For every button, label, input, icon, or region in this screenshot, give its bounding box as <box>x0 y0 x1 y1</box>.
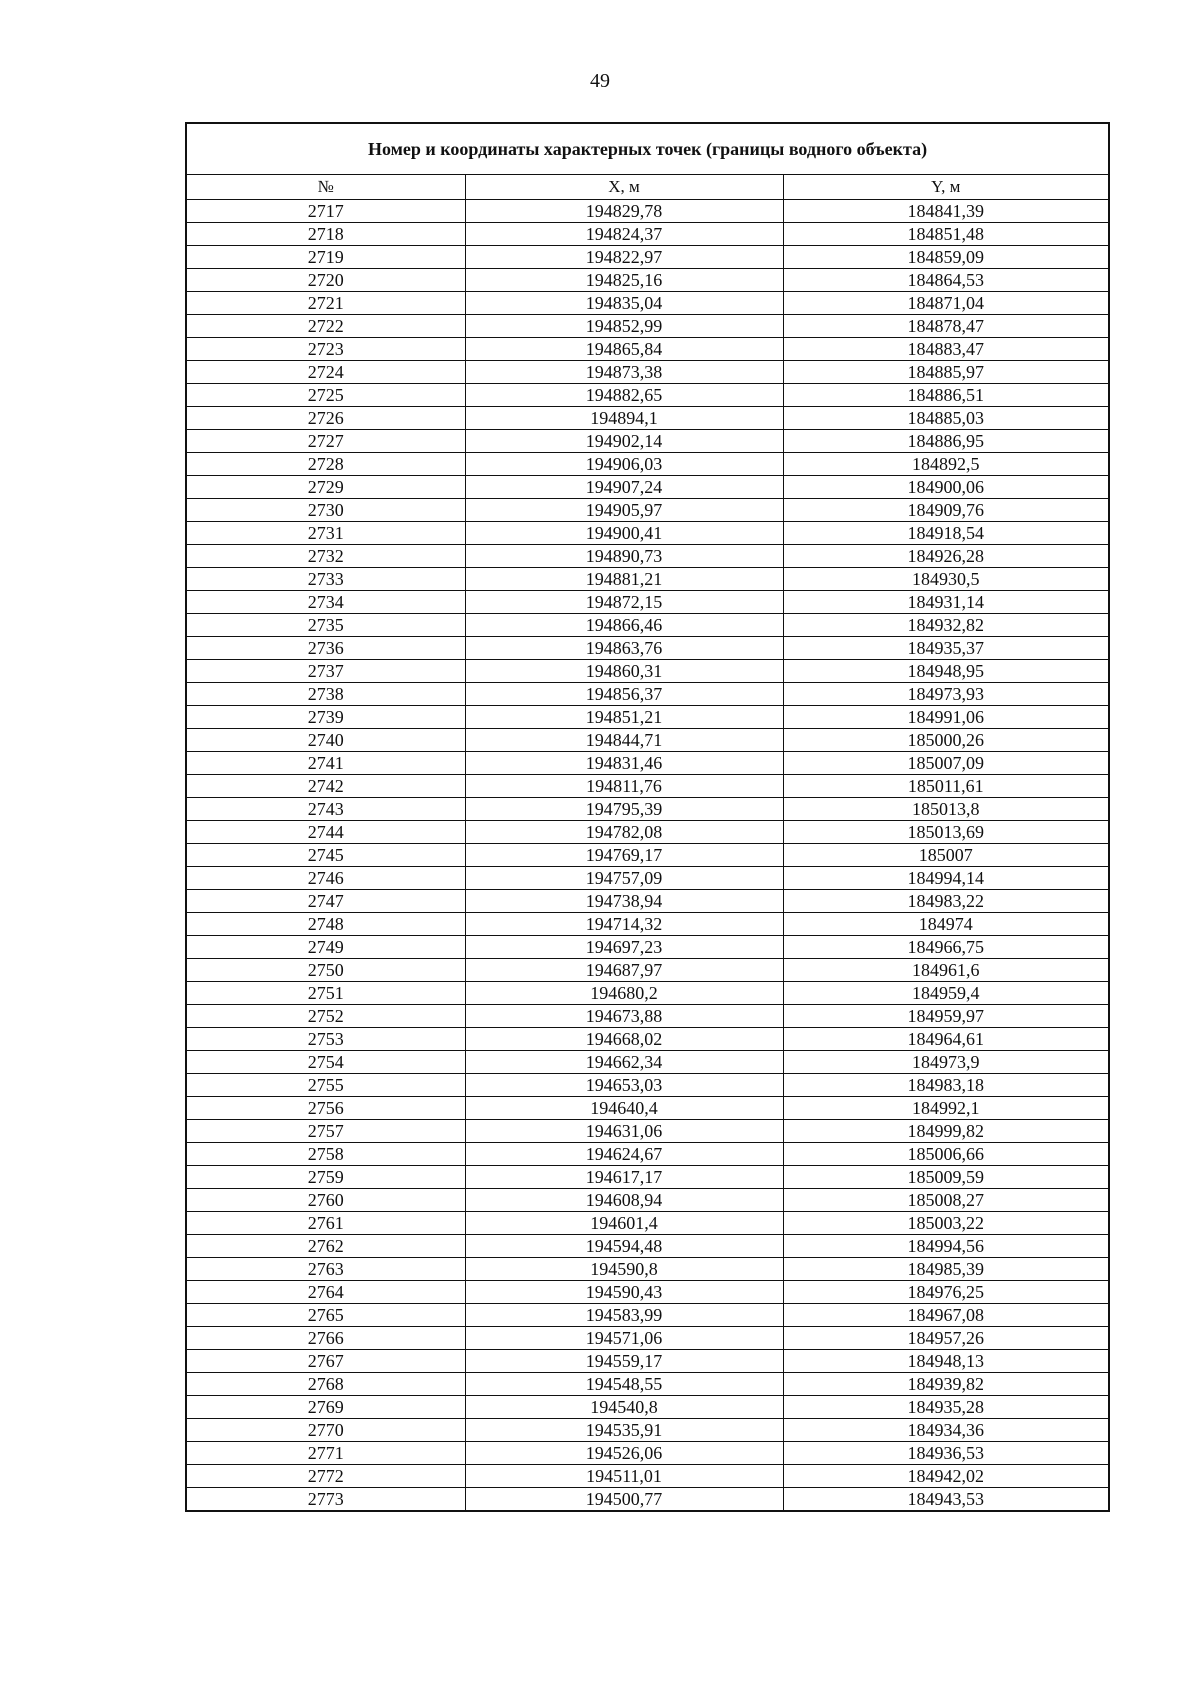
table-row <box>186 1097 1109 1120</box>
x-coordinate-cell: 194872,15 <box>465 591 783 614</box>
page-number: 49 <box>590 70 610 92</box>
x-coordinate-cell: 194907,24 <box>465 476 783 499</box>
table-title-row <box>186 123 1109 175</box>
table-row <box>186 637 1109 660</box>
table-row <box>186 499 1109 522</box>
x-coordinate-cell: 194856,37 <box>465 683 783 706</box>
table-row <box>186 223 1109 246</box>
point-number-cell: 2767 <box>186 1350 465 1373</box>
table-row <box>186 338 1109 361</box>
point-number-cell: 2738 <box>186 683 465 706</box>
point-number-cell: 2755 <box>186 1074 465 1097</box>
point-number-cell: 2757 <box>186 1120 465 1143</box>
point-number-cell: 2761 <box>186 1212 465 1235</box>
point-number-cell: 2770 <box>186 1419 465 1442</box>
y-coordinate-cell: 184948,95 <box>783 660 1109 683</box>
point-number-cell: 2723 <box>186 338 465 361</box>
x-coordinate-cell: 194548,55 <box>465 1373 783 1396</box>
point-number-cell: 2724 <box>186 361 465 384</box>
y-coordinate-cell: 185006,66 <box>783 1143 1109 1166</box>
table-row <box>186 1419 1109 1442</box>
point-number-cell: 2722 <box>186 315 465 338</box>
point-number-cell: 2765 <box>186 1304 465 1327</box>
x-coordinate-cell: 194526,06 <box>465 1442 783 1465</box>
table-row <box>186 407 1109 430</box>
table-row <box>186 1373 1109 1396</box>
header-y: Y, м <box>783 175 1109 200</box>
table-row <box>186 292 1109 315</box>
x-coordinate-cell: 194882,65 <box>465 384 783 407</box>
point-number-cell: 2743 <box>186 798 465 821</box>
point-number-cell: 2742 <box>186 775 465 798</box>
table-row <box>186 959 1109 982</box>
y-coordinate-cell: 185009,59 <box>783 1166 1109 1189</box>
point-number-cell: 2735 <box>186 614 465 637</box>
table-row <box>186 453 1109 476</box>
x-coordinate-cell: 194906,03 <box>465 453 783 476</box>
y-coordinate-cell: 184935,37 <box>783 637 1109 660</box>
y-coordinate-cell: 184886,51 <box>783 384 1109 407</box>
y-coordinate-cell: 184841,39 <box>783 200 1109 223</box>
x-coordinate-cell: 194844,71 <box>465 729 783 752</box>
point-number-cell: 2750 <box>186 959 465 982</box>
table-row <box>186 430 1109 453</box>
table-row <box>186 982 1109 1005</box>
table-title: Номер и координаты характерных точек (границы водного объекта) <box>186 123 1109 175</box>
point-number-cell: 2736 <box>186 637 465 660</box>
y-coordinate-cell: 184959,97 <box>783 1005 1109 1028</box>
x-coordinate-cell: 194631,06 <box>465 1120 783 1143</box>
point-number-cell: 2729 <box>186 476 465 499</box>
table-row <box>186 1143 1109 1166</box>
table-row <box>186 913 1109 936</box>
y-coordinate-cell: 184859,09 <box>783 246 1109 269</box>
y-coordinate-cell: 184957,26 <box>783 1327 1109 1350</box>
header-number: № <box>186 175 465 200</box>
y-coordinate-cell: 184926,28 <box>783 545 1109 568</box>
x-coordinate-cell: 194583,99 <box>465 1304 783 1327</box>
y-coordinate-cell: 185007,09 <box>783 752 1109 775</box>
x-coordinate-cell: 194829,78 <box>465 200 783 223</box>
y-coordinate-cell: 184943,53 <box>783 1488 1109 1512</box>
table-row <box>186 844 1109 867</box>
y-coordinate-cell: 184918,54 <box>783 522 1109 545</box>
y-coordinate-cell: 185003,22 <box>783 1212 1109 1235</box>
point-number-cell: 2737 <box>186 660 465 683</box>
y-coordinate-cell: 185000,26 <box>783 729 1109 752</box>
table-row <box>186 1166 1109 1189</box>
point-number-cell: 2764 <box>186 1281 465 1304</box>
table-row <box>186 591 1109 614</box>
point-number-cell: 2763 <box>186 1258 465 1281</box>
point-number-cell: 2720 <box>186 269 465 292</box>
table-row <box>186 246 1109 269</box>
y-coordinate-cell: 184964,61 <box>783 1028 1109 1051</box>
table-row <box>186 545 1109 568</box>
table-row <box>186 867 1109 890</box>
y-coordinate-cell: 184883,47 <box>783 338 1109 361</box>
x-coordinate-cell: 194535,91 <box>465 1419 783 1442</box>
x-coordinate-cell: 194640,4 <box>465 1097 783 1120</box>
y-coordinate-cell: 184994,14 <box>783 867 1109 890</box>
table-row <box>186 568 1109 591</box>
x-coordinate-cell: 194851,21 <box>465 706 783 729</box>
x-coordinate-cell: 194866,46 <box>465 614 783 637</box>
point-number-cell: 2730 <box>186 499 465 522</box>
y-coordinate-cell: 184973,9 <box>783 1051 1109 1074</box>
coordinates-table <box>185 122 1110 1512</box>
table-row <box>186 798 1109 821</box>
x-coordinate-cell: 194608,94 <box>465 1189 783 1212</box>
x-coordinate-cell: 194571,06 <box>465 1327 783 1350</box>
point-number-cell: 2753 <box>186 1028 465 1051</box>
point-number-cell: 2741 <box>186 752 465 775</box>
point-number-cell: 2733 <box>186 568 465 591</box>
point-number-cell: 2771 <box>186 1442 465 1465</box>
table-row <box>186 1304 1109 1327</box>
table-row <box>186 1028 1109 1051</box>
point-number-cell: 2768 <box>186 1373 465 1396</box>
point-number-cell: 2725 <box>186 384 465 407</box>
table-row <box>186 1396 1109 1419</box>
y-coordinate-cell: 184939,82 <box>783 1373 1109 1396</box>
x-coordinate-cell: 194697,23 <box>465 936 783 959</box>
y-coordinate-cell: 184948,13 <box>783 1350 1109 1373</box>
table-row <box>186 384 1109 407</box>
y-coordinate-cell: 184959,4 <box>783 982 1109 1005</box>
x-coordinate-cell: 194881,21 <box>465 568 783 591</box>
point-number-cell: 2740 <box>186 729 465 752</box>
point-number-cell: 2748 <box>186 913 465 936</box>
y-coordinate-cell: 184932,82 <box>783 614 1109 637</box>
x-coordinate-cell: 194902,14 <box>465 430 783 453</box>
y-coordinate-cell: 185008,27 <box>783 1189 1109 1212</box>
x-coordinate-cell: 194835,04 <box>465 292 783 315</box>
point-number-cell: 2731 <box>186 522 465 545</box>
table-row <box>186 821 1109 844</box>
x-coordinate-cell: 194601,4 <box>465 1212 783 1235</box>
table-row <box>186 1235 1109 1258</box>
point-number-cell: 2745 <box>186 844 465 867</box>
table-row <box>186 775 1109 798</box>
point-number-cell: 2772 <box>186 1465 465 1488</box>
y-coordinate-cell: 184871,04 <box>783 292 1109 315</box>
table-row <box>186 476 1109 499</box>
table-row <box>186 315 1109 338</box>
y-coordinate-cell: 184851,48 <box>783 223 1109 246</box>
point-number-cell: 2759 <box>186 1166 465 1189</box>
x-coordinate-cell: 194757,09 <box>465 867 783 890</box>
y-coordinate-cell: 184973,93 <box>783 683 1109 706</box>
point-number-cell: 2718 <box>186 223 465 246</box>
table-row <box>186 1074 1109 1097</box>
x-coordinate-cell: 194795,39 <box>465 798 783 821</box>
point-number-cell: 2734 <box>186 591 465 614</box>
x-coordinate-cell: 194653,03 <box>465 1074 783 1097</box>
table-row <box>186 1327 1109 1350</box>
x-coordinate-cell: 194624,67 <box>465 1143 783 1166</box>
point-number-cell: 2766 <box>186 1327 465 1350</box>
x-coordinate-cell: 194782,08 <box>465 821 783 844</box>
y-coordinate-cell: 184974 <box>783 913 1109 936</box>
table-row <box>186 1120 1109 1143</box>
x-coordinate-cell: 194511,01 <box>465 1465 783 1488</box>
x-coordinate-cell: 194865,84 <box>465 338 783 361</box>
x-coordinate-cell: 194863,76 <box>465 637 783 660</box>
y-coordinate-cell: 184976,25 <box>783 1281 1109 1304</box>
x-coordinate-cell: 194714,32 <box>465 913 783 936</box>
table-row <box>186 706 1109 729</box>
point-number-cell: 2751 <box>186 982 465 1005</box>
x-coordinate-cell: 194822,97 <box>465 246 783 269</box>
x-coordinate-cell: 194540,8 <box>465 1396 783 1419</box>
point-number-cell: 2728 <box>186 453 465 476</box>
point-number-cell: 2756 <box>186 1097 465 1120</box>
table-row <box>186 1442 1109 1465</box>
point-number-cell: 2762 <box>186 1235 465 1258</box>
x-coordinate-cell: 194852,99 <box>465 315 783 338</box>
table-row <box>186 1189 1109 1212</box>
table-row <box>186 1488 1109 1512</box>
table-row <box>186 936 1109 959</box>
point-number-cell: 2726 <box>186 407 465 430</box>
y-coordinate-cell: 184934,36 <box>783 1419 1109 1442</box>
y-coordinate-cell: 184900,06 <box>783 476 1109 499</box>
header-x: X, м <box>465 175 783 200</box>
table-row <box>186 1212 1109 1235</box>
y-coordinate-cell: 184935,28 <box>783 1396 1109 1419</box>
table-row <box>186 660 1109 683</box>
x-coordinate-cell: 194668,02 <box>465 1028 783 1051</box>
x-coordinate-cell: 194559,17 <box>465 1350 783 1373</box>
x-coordinate-cell: 194824,37 <box>465 223 783 246</box>
y-coordinate-cell: 185013,69 <box>783 821 1109 844</box>
x-coordinate-cell: 194890,73 <box>465 545 783 568</box>
y-coordinate-cell: 184886,95 <box>783 430 1109 453</box>
y-coordinate-cell: 184930,5 <box>783 568 1109 591</box>
point-number-cell: 2760 <box>186 1189 465 1212</box>
point-number-cell: 2732 <box>186 545 465 568</box>
table-body <box>186 200 1109 1512</box>
point-number-cell: 2773 <box>186 1488 465 1512</box>
table-row <box>186 522 1109 545</box>
table-row <box>186 1281 1109 1304</box>
x-coordinate-cell: 194900,41 <box>465 522 783 545</box>
x-coordinate-cell: 194894,1 <box>465 407 783 430</box>
table-row <box>186 361 1109 384</box>
x-coordinate-cell: 194825,16 <box>465 269 783 292</box>
x-coordinate-cell: 194590,8 <box>465 1258 783 1281</box>
y-coordinate-cell: 185011,61 <box>783 775 1109 798</box>
y-coordinate-cell: 184864,53 <box>783 269 1109 292</box>
point-number-cell: 2747 <box>186 890 465 913</box>
x-coordinate-cell: 194769,17 <box>465 844 783 867</box>
table-row <box>186 1258 1109 1281</box>
table-row <box>186 1350 1109 1373</box>
x-coordinate-cell: 194617,17 <box>465 1166 783 1189</box>
y-coordinate-cell: 184991,06 <box>783 706 1109 729</box>
y-coordinate-cell: 184985,39 <box>783 1258 1109 1281</box>
point-number-cell: 2752 <box>186 1005 465 1028</box>
point-number-cell: 2727 <box>186 430 465 453</box>
table-row <box>186 1465 1109 1488</box>
y-coordinate-cell: 184909,76 <box>783 499 1109 522</box>
y-coordinate-cell: 184983,18 <box>783 1074 1109 1097</box>
point-number-cell: 2754 <box>186 1051 465 1074</box>
table-row <box>186 890 1109 913</box>
x-coordinate-cell: 194673,88 <box>465 1005 783 1028</box>
y-coordinate-cell: 184983,22 <box>783 890 1109 913</box>
x-coordinate-cell: 194831,46 <box>465 752 783 775</box>
point-number-cell: 2721 <box>186 292 465 315</box>
x-coordinate-cell: 194738,94 <box>465 890 783 913</box>
point-number-cell: 2758 <box>186 1143 465 1166</box>
table-row <box>186 729 1109 752</box>
x-coordinate-cell: 194662,34 <box>465 1051 783 1074</box>
point-number-cell: 2739 <box>186 706 465 729</box>
x-coordinate-cell: 194811,76 <box>465 775 783 798</box>
y-coordinate-cell: 184966,75 <box>783 936 1109 959</box>
x-coordinate-cell: 194590,43 <box>465 1281 783 1304</box>
point-number-cell: 2744 <box>186 821 465 844</box>
y-coordinate-cell: 184967,08 <box>783 1304 1109 1327</box>
x-coordinate-cell: 194594,48 <box>465 1235 783 1258</box>
table-row <box>186 614 1109 637</box>
point-number-cell: 2749 <box>186 936 465 959</box>
y-coordinate-cell: 184931,14 <box>783 591 1109 614</box>
y-coordinate-cell: 184992,1 <box>783 1097 1109 1120</box>
y-coordinate-cell: 185007 <box>783 844 1109 867</box>
point-number-cell: 2717 <box>186 200 465 223</box>
x-coordinate-cell: 194905,97 <box>465 499 783 522</box>
table-row <box>186 1005 1109 1028</box>
y-coordinate-cell: 184961,6 <box>783 959 1109 982</box>
y-coordinate-cell: 184942,02 <box>783 1465 1109 1488</box>
table-row <box>186 200 1109 223</box>
y-coordinate-cell: 184885,03 <box>783 407 1109 430</box>
x-coordinate-cell: 194680,2 <box>465 982 783 1005</box>
x-coordinate-cell: 194687,97 <box>465 959 783 982</box>
x-coordinate-cell: 194873,38 <box>465 361 783 384</box>
y-coordinate-cell: 185013,8 <box>783 798 1109 821</box>
y-coordinate-cell: 184999,82 <box>783 1120 1109 1143</box>
y-coordinate-cell: 184885,97 <box>783 361 1109 384</box>
table-header-row <box>186 175 1109 200</box>
table-row <box>186 1051 1109 1074</box>
y-coordinate-cell: 184994,56 <box>783 1235 1109 1258</box>
point-number-cell: 2746 <box>186 867 465 890</box>
point-number-cell: 2719 <box>186 246 465 269</box>
point-number-cell: 2769 <box>186 1396 465 1419</box>
x-coordinate-cell: 194500,77 <box>465 1488 783 1512</box>
y-coordinate-cell: 184892,5 <box>783 453 1109 476</box>
y-coordinate-cell: 184878,47 <box>783 315 1109 338</box>
y-coordinate-cell: 184936,53 <box>783 1442 1109 1465</box>
x-coordinate-cell: 194860,31 <box>465 660 783 683</box>
table-row <box>186 683 1109 706</box>
table-row <box>186 752 1109 775</box>
table-row <box>186 269 1109 292</box>
